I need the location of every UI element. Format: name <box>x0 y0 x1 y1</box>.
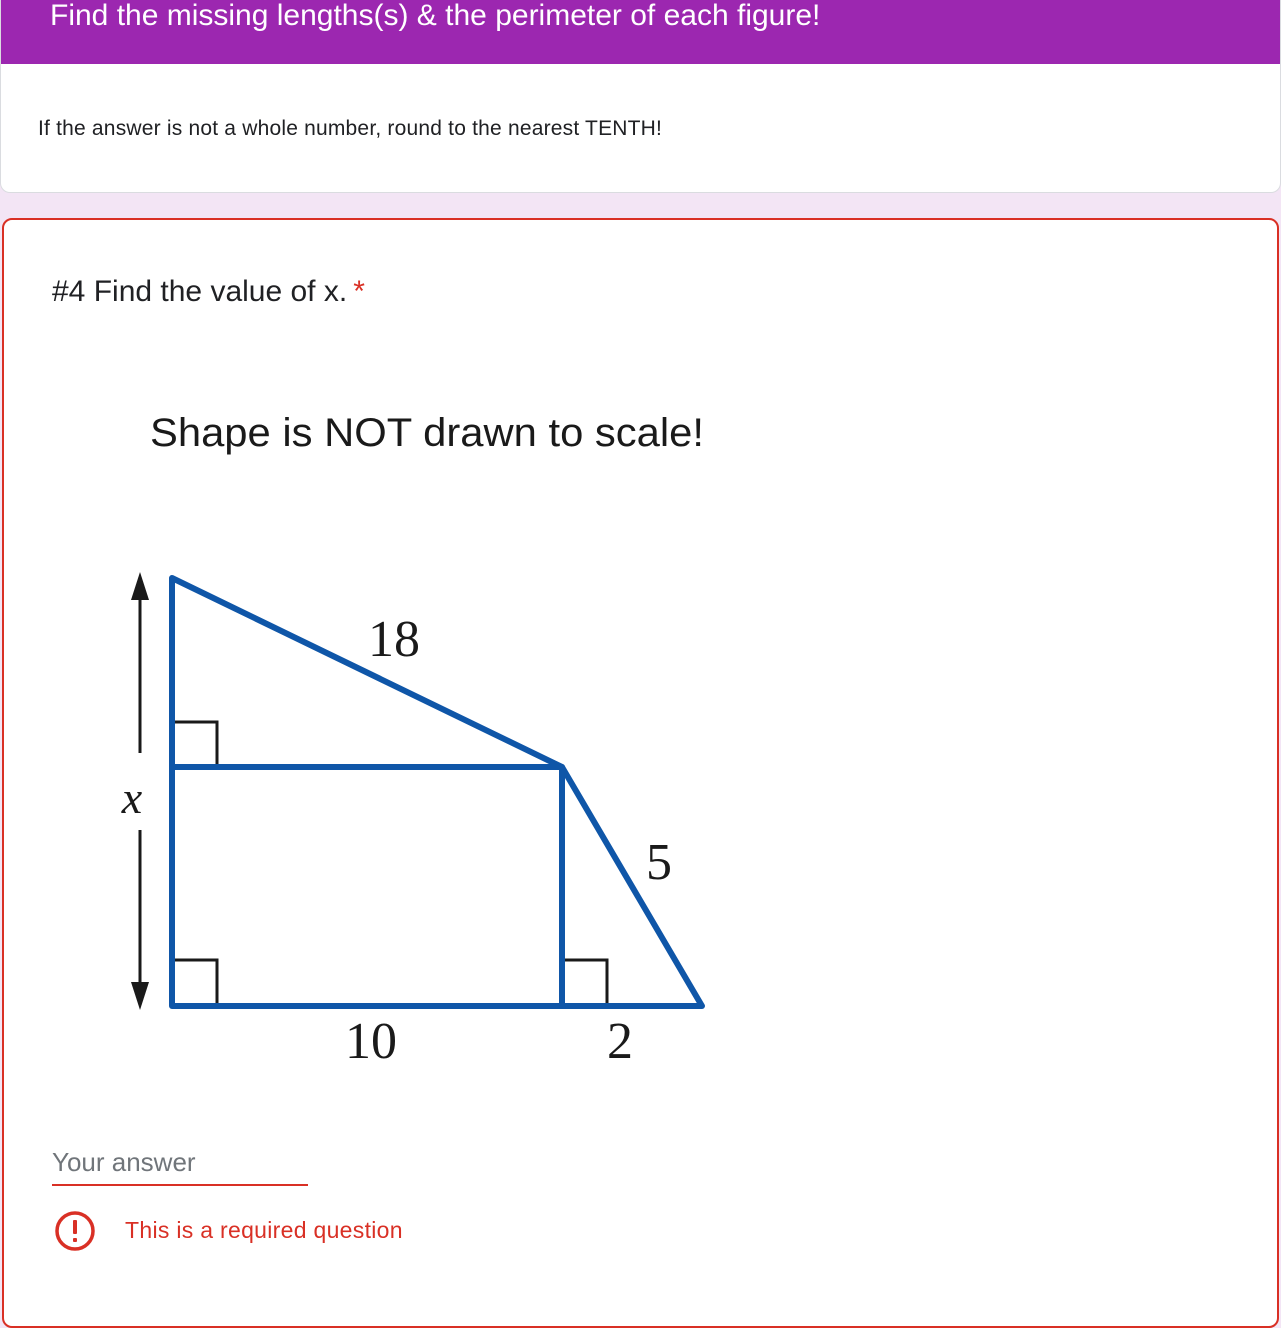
form-header-band <box>1 0 1280 64</box>
scale-caption: Shape is NOT drawn to scale! <box>150 411 704 455</box>
required-marker: * <box>353 275 365 308</box>
form-header-card <box>0 0 1281 193</box>
form-title: Find the missing lengths(s) & the perimeter of each figure! <box>50 0 821 32</box>
label-x: x <box>121 772 143 823</box>
label-18: 18 <box>368 611 420 668</box>
question-title <box>52 274 365 310</box>
error-message-row <box>54 1210 474 1250</box>
form-description: If the answer is not a whole number, round to the nearest TENTH! <box>38 117 663 140</box>
question-image <box>102 410 742 1090</box>
label-10: 10 <box>345 1013 397 1070</box>
answer-input[interactable] <box>52 1140 308 1186</box>
answer-field-wrapper <box>52 1140 308 1190</box>
label-5: 5 <box>646 834 672 891</box>
question-card <box>2 218 1279 1328</box>
label-2: 2 <box>607 1013 633 1070</box>
question-title-text: #4 Find the value of x. <box>52 275 348 308</box>
error-circle-icon <box>54 1210 96 1252</box>
error-message: This is a required question <box>125 1217 403 1243</box>
